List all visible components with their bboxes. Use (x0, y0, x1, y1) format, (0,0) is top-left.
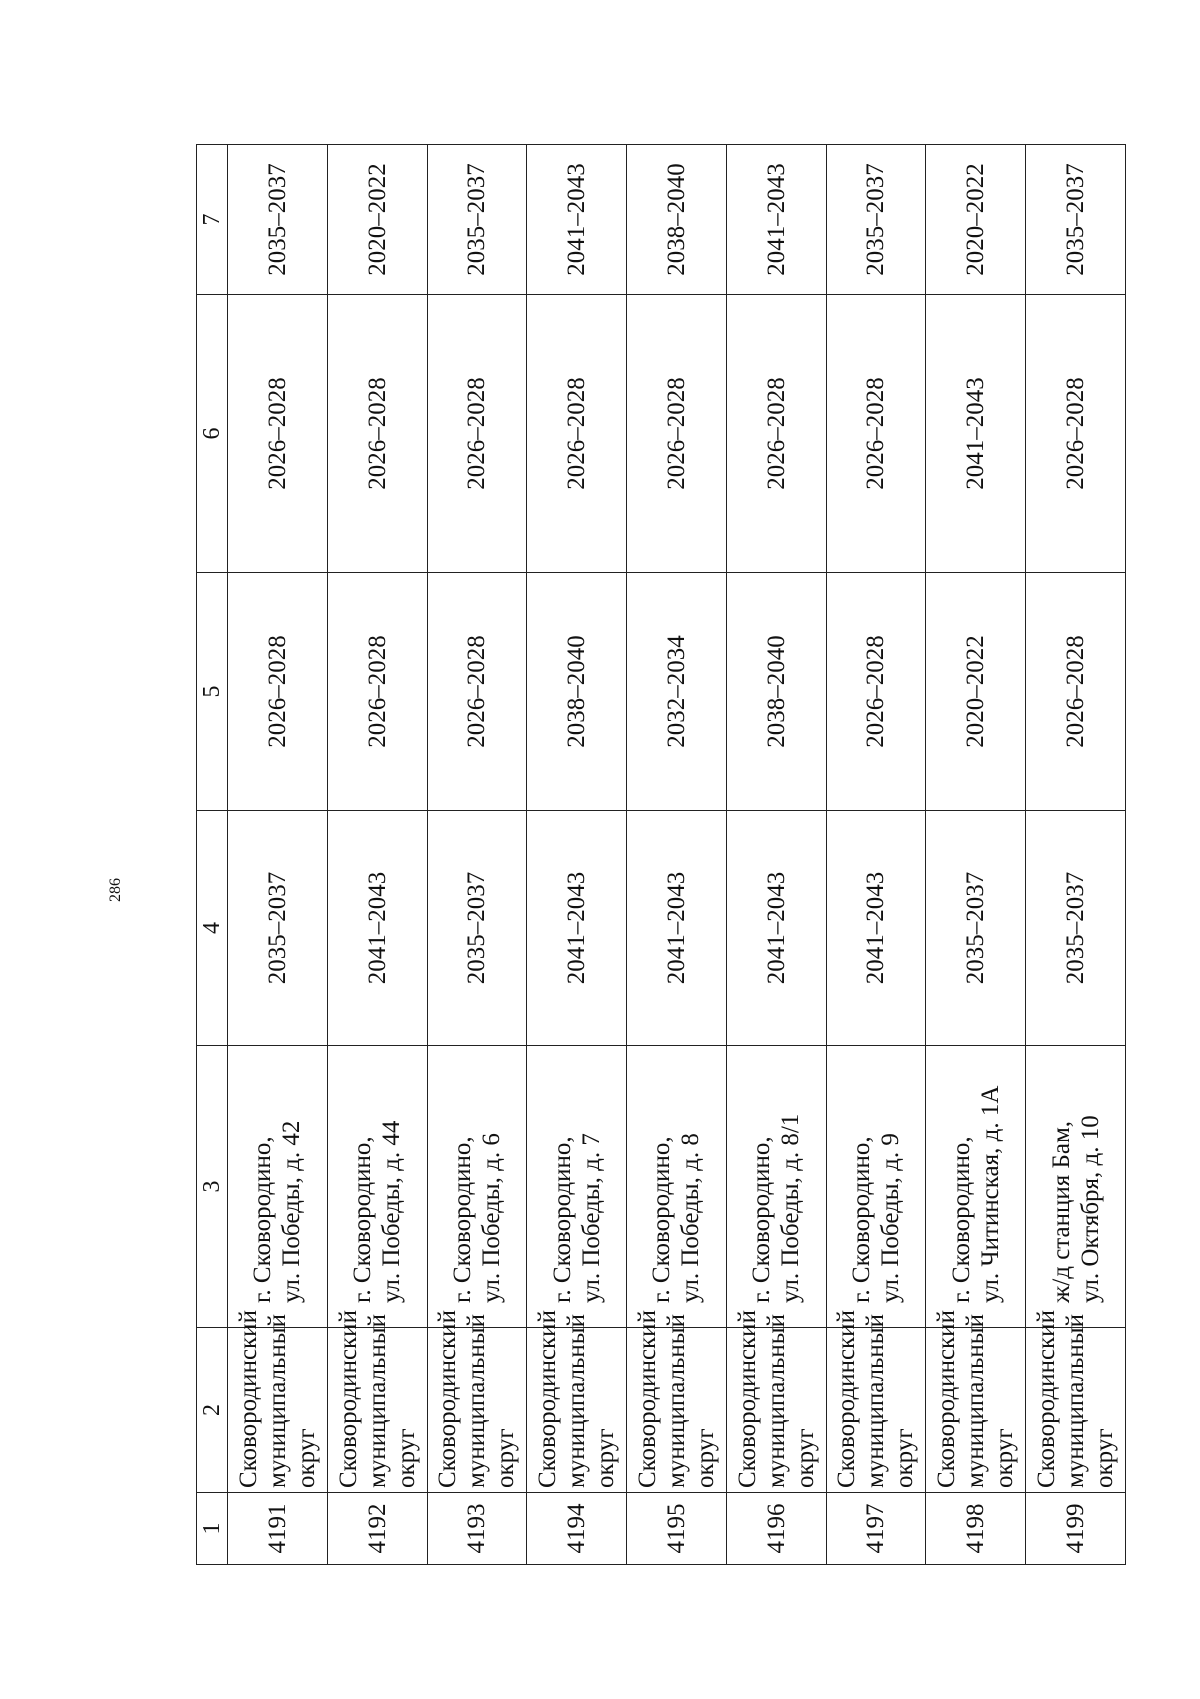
period-cell-6-line: 2026–2028 (1062, 377, 1090, 490)
district-cell (1026, 1310, 1126, 1493)
column-header: 3 (197, 1046, 228, 1328)
period-cell-5-line: 2038–2040 (563, 635, 591, 748)
row-number-cell (1026, 1493, 1126, 1565)
district-cell-line: муниципальный (962, 1314, 990, 1488)
period-cell-5-line: 2032–2034 (662, 635, 690, 748)
column-header: 7 (197, 145, 228, 295)
period-cell-5 (327, 573, 427, 811)
period-cell-7-line: 2041–2043 (762, 163, 790, 276)
period-cell-6-line: 2026–2028 (563, 377, 591, 490)
period-cell-7 (826, 145, 926, 295)
period-cell-4 (228, 811, 328, 1046)
row-number-cell-line: 4196 (762, 1503, 790, 1554)
district-cell-line: округ (292, 1428, 320, 1488)
district-cell-line: муниципальный (862, 1314, 890, 1488)
period-cell-7 (427, 145, 527, 295)
address-cell (427, 1046, 527, 1328)
row-number-cell (627, 1493, 727, 1565)
period-cell-7-line: 2035–2037 (463, 163, 491, 276)
period-cell-5-line: 2026–2028 (862, 635, 890, 748)
column-header: 4 (197, 811, 228, 1046)
district-cell-line: Сковородинский (733, 1310, 761, 1488)
row-number-cell-line: 4191 (263, 1503, 291, 1554)
table-header-row (197, 145, 228, 1565)
district-cell-line: Сковородинский (334, 1310, 362, 1488)
period-cell-6-line: 2026–2028 (762, 377, 790, 490)
period-cell-7-line: 2020–2022 (962, 163, 990, 276)
period-cell-4-line: 2041–2043 (862, 871, 890, 985)
table-row (527, 145, 627, 1565)
period-cell-7 (327, 145, 427, 295)
period-cell-5 (826, 573, 926, 811)
period-cell-5-line: 2026–2028 (263, 635, 291, 748)
address-cell (228, 1046, 328, 1328)
district-cell-line: округ (791, 1428, 819, 1488)
period-cell-7-line: 2041–2043 (563, 163, 591, 276)
district-cell-line: Сковородинский (234, 1310, 262, 1488)
table-body (197, 145, 1126, 1565)
address-cell-line: г. Сковородино, (748, 1136, 776, 1303)
table-row (726, 145, 826, 1565)
address-cell (1026, 1046, 1126, 1328)
row-number-cell (826, 1493, 926, 1565)
column-header: 1 (197, 1493, 228, 1565)
address-cell-line: ул. Октября, д. 10 (1076, 1115, 1104, 1303)
district-cell-line: Сковородинский (933, 1310, 961, 1488)
district-cell-line: Сковородинский (434, 1310, 462, 1488)
address-cell-line: ул. Победы, д. 7 (577, 1133, 605, 1303)
district-cell-line: муниципальный (263, 1314, 291, 1488)
table-row (1026, 145, 1126, 1565)
period-cell-4-line: 2035–2037 (1062, 871, 1090, 985)
district-cell (228, 1310, 328, 1493)
period-cell-4-line: 2035–2037 (263, 871, 291, 985)
address-cell-line: ул. Победы, д. 8 (677, 1133, 705, 1303)
period-cell-7-line: 2038–2040 (662, 163, 690, 276)
period-cell-4 (1026, 811, 1126, 1046)
period-cell-7 (527, 145, 627, 295)
period-cell-4-line: 2035–2037 (962, 871, 990, 985)
data-table (196, 144, 1126, 1565)
table-row (926, 145, 1026, 1565)
period-cell-4-line: 2035–2037 (463, 871, 491, 985)
rotated-table-container (196, 145, 1126, 1565)
district-cell (926, 1310, 1026, 1493)
district-cell (327, 1310, 427, 1493)
period-cell-7 (627, 145, 727, 295)
period-cell-5-line: 2038–2040 (762, 635, 790, 748)
address-cell-line: г. Сковородино, (249, 1136, 277, 1303)
address-cell (826, 1046, 926, 1328)
period-cell-6-line: 2026–2028 (263, 377, 291, 490)
row-number-cell-line: 4197 (862, 1503, 890, 1554)
period-cell-6 (627, 295, 727, 573)
row-number-cell-line: 4194 (563, 1503, 591, 1554)
district-cell-line: округ (1091, 1428, 1119, 1488)
period-cell-5-line: 2026–2028 (363, 635, 391, 748)
period-cell-4 (726, 811, 826, 1046)
district-cell-line: муниципальный (563, 1314, 591, 1488)
district-cell-line: муниципальный (1062, 1314, 1090, 1488)
row-number-cell-line: 4199 (1062, 1503, 1090, 1554)
period-cell-6 (228, 295, 328, 573)
period-cell-7-line: 2035–2037 (263, 163, 291, 276)
period-cell-6 (327, 295, 427, 573)
period-cell-6 (826, 295, 926, 573)
district-cell-line: округ (991, 1428, 1019, 1488)
district-cell (627, 1310, 727, 1493)
district-cell-line: муниципальный (662, 1314, 690, 1488)
district-cell (826, 1310, 926, 1493)
period-cell-6 (427, 295, 527, 573)
address-cell-line: ул. Читинская, д. 1А (976, 1085, 1004, 1303)
period-cell-5-line: 2020–2022 (962, 635, 990, 748)
period-cell-5 (926, 573, 1026, 811)
row-number-cell-line: 4192 (363, 1503, 391, 1554)
table-row (228, 145, 328, 1565)
period-cell-5 (1026, 573, 1126, 811)
period-cell-6-line: 2026–2028 (463, 377, 491, 490)
table-row (826, 145, 926, 1565)
address-cell-line: г. Сковородино, (648, 1136, 676, 1303)
period-cell-7-line: 2035–2037 (1062, 163, 1090, 276)
district-cell-line: округ (691, 1428, 719, 1488)
address-cell (627, 1046, 727, 1328)
period-cell-5 (527, 573, 627, 811)
district-cell-line: Сковородинский (1033, 1310, 1061, 1488)
period-cell-7-line: 2035–2037 (862, 163, 890, 276)
period-cell-7-line: 2020–2022 (363, 163, 391, 276)
row-number-cell-line: 4193 (463, 1503, 491, 1554)
period-cell-5 (228, 573, 328, 811)
period-cell-4 (427, 811, 527, 1046)
period-cell-4 (826, 811, 926, 1046)
period-cell-6-line: 2041–2043 (962, 377, 990, 490)
period-cell-4 (926, 811, 1026, 1046)
period-cell-4-line: 2041–2043 (662, 871, 690, 985)
row-number-cell (327, 1493, 427, 1565)
period-cell-6-line: 2026–2028 (662, 377, 690, 490)
district-cell (726, 1310, 826, 1493)
period-cell-6 (726, 295, 826, 573)
address-cell-line: г. Сковородино, (448, 1136, 476, 1303)
address-cell-line: г. Сковородино, (349, 1136, 377, 1303)
address-cell (327, 1046, 427, 1328)
row-number-cell-line: 4198 (962, 1503, 990, 1554)
address-cell-line: г. Сковородино, (847, 1136, 875, 1303)
period-cell-6 (527, 295, 627, 573)
period-cell-4-line: 2041–2043 (363, 871, 391, 985)
address-cell-line: ул. Победы, д. 6 (477, 1133, 505, 1303)
district-cell (427, 1310, 527, 1493)
period-cell-4 (327, 811, 427, 1046)
period-cell-5 (427, 573, 527, 811)
page-number: 286 (107, 878, 124, 902)
row-number-cell-line: 4195 (662, 1503, 690, 1554)
row-number-cell (228, 1493, 328, 1565)
period-cell-4 (627, 811, 727, 1046)
table-row (427, 145, 527, 1565)
period-cell-7 (1026, 145, 1126, 295)
period-cell-5 (726, 573, 826, 811)
address-cell-line: ул. Победы, д. 9 (876, 1133, 904, 1303)
district-cell-line: округ (492, 1428, 520, 1488)
address-cell-line: г. Сковородино, (548, 1136, 576, 1303)
district-cell-line: муниципальный (762, 1314, 790, 1488)
address-cell-line: ул. Победы, д. 44 (378, 1120, 406, 1303)
address-cell (726, 1046, 826, 1328)
district-cell (527, 1310, 627, 1493)
district-cell-line: округ (392, 1428, 420, 1488)
table-row (627, 145, 727, 1565)
period-cell-6 (926, 295, 1026, 573)
row-number-cell (427, 1493, 527, 1565)
district-cell-line: Сковородинский (534, 1310, 562, 1488)
district-cell-line: округ (891, 1428, 919, 1488)
table-row (327, 145, 427, 1565)
period-cell-6-line: 2026–2028 (363, 377, 391, 490)
period-cell-6 (1026, 295, 1126, 573)
address-cell-line: г. Сковородино, (947, 1136, 975, 1303)
district-cell-line: округ (592, 1428, 620, 1488)
period-cell-7 (726, 145, 826, 295)
period-cell-4-line: 2041–2043 (762, 871, 790, 985)
period-cell-5-line: 2026–2028 (1062, 635, 1090, 748)
column-header: 2 (197, 1328, 228, 1493)
period-cell-4 (527, 811, 627, 1046)
district-cell-line: муниципальный (363, 1314, 391, 1488)
address-cell-line: ж/д станция Бам, (1047, 1120, 1075, 1303)
row-number-cell (527, 1493, 627, 1565)
period-cell-4-line: 2041–2043 (563, 871, 591, 985)
address-cell-line: ул. Победы, д. 42 (278, 1120, 306, 1303)
period-cell-7 (926, 145, 1026, 295)
column-header: 5 (197, 573, 228, 811)
address-cell-line: ул. Победы, д. 8/1 (777, 1113, 805, 1303)
address-cell (527, 1046, 627, 1328)
district-cell-line: Сковородинский (833, 1310, 861, 1488)
period-cell-6-line: 2026–2028 (862, 377, 890, 490)
district-cell-line: Сковородинский (633, 1310, 661, 1488)
row-number-cell (726, 1493, 826, 1565)
period-cell-5-line: 2026–2028 (463, 635, 491, 748)
period-cell-7 (228, 145, 328, 295)
row-number-cell (926, 1493, 1026, 1565)
column-header: 6 (197, 295, 228, 573)
address-cell (926, 1046, 1026, 1328)
district-cell-line: муниципальный (463, 1314, 491, 1488)
period-cell-5 (627, 573, 727, 811)
